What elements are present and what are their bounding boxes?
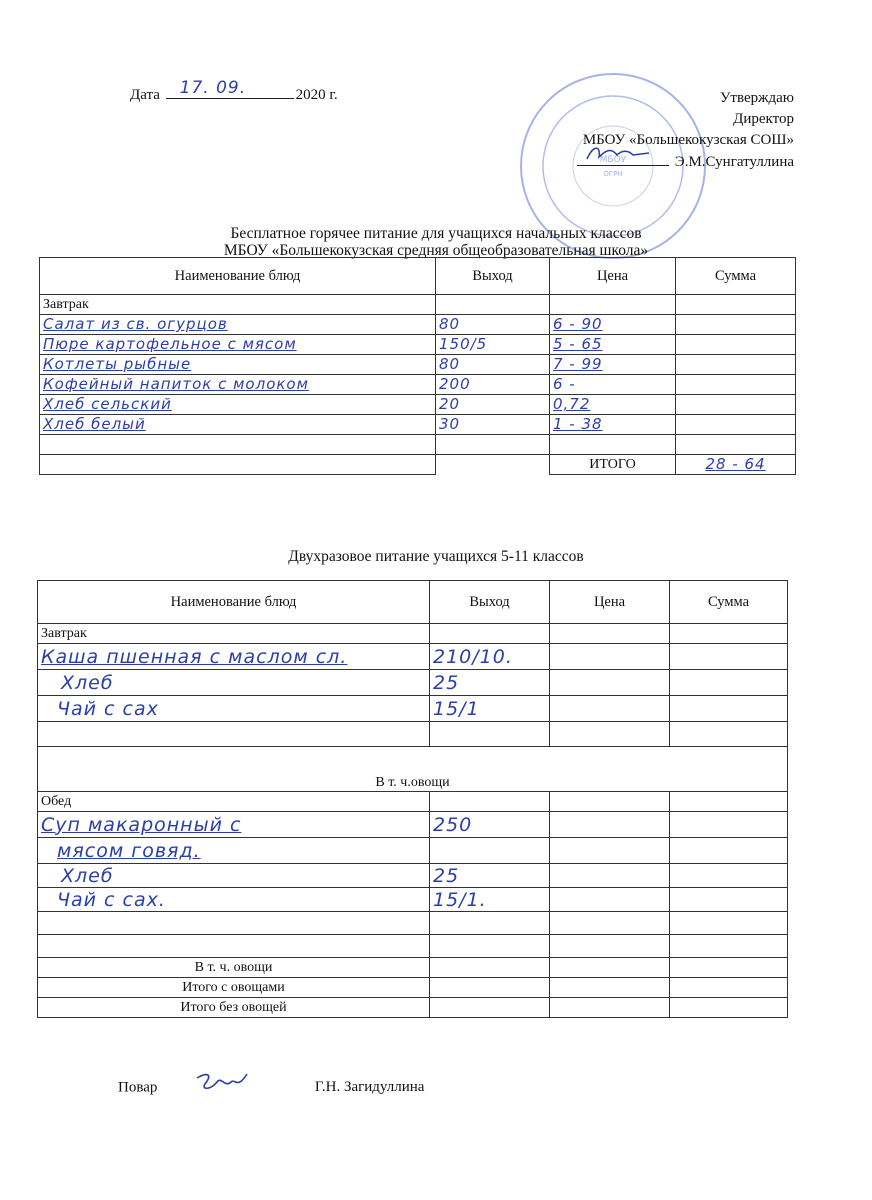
meal-row xyxy=(40,295,796,315)
dish-price: 1 - 38 xyxy=(553,415,603,433)
dish-name: Хлеб сельский xyxy=(43,395,172,413)
dish-output: 15/1. xyxy=(433,888,487,911)
date-value: 17. 09. xyxy=(179,78,247,98)
table-row xyxy=(40,415,796,435)
meal-label: Завтрак xyxy=(40,295,436,315)
table-header-row xyxy=(38,581,788,624)
dish-name: Котлеты рыбные xyxy=(43,355,192,373)
section2-title: Двухразовое питание учащихся 5-11 классов xyxy=(288,548,584,565)
lunch-label: Обед xyxy=(38,792,430,812)
summary-row xyxy=(38,958,788,978)
meal-row xyxy=(38,624,788,644)
dish-price: 0,72 xyxy=(553,395,591,413)
table-row xyxy=(38,722,788,747)
two-meal-table xyxy=(37,580,788,1018)
date-line xyxy=(130,78,338,104)
table-row xyxy=(40,375,796,395)
column-header: Цена xyxy=(550,258,676,295)
director-signature-line xyxy=(577,151,794,173)
column-header: Цена xyxy=(550,581,670,624)
dish-price: 6 - 90 xyxy=(553,315,603,333)
dish-output: 200 xyxy=(439,375,471,393)
table-row xyxy=(38,888,788,912)
table-row xyxy=(40,315,796,335)
dish-name: Хлеб xyxy=(61,671,114,694)
section1-title-1: Бесплатное горячее питание для учащихся начальных классов xyxy=(230,225,642,242)
dish-output: 25 xyxy=(433,671,460,694)
summary-label: В т. ч. овощи xyxy=(38,958,430,978)
cook-name: Г.Н. Загидуллина xyxy=(314,1079,425,1096)
dish-name: Каша пшенная с маслом сл. xyxy=(41,645,348,668)
table-row xyxy=(38,838,788,864)
veg-label: В т. ч.овощи xyxy=(38,747,788,792)
dish-name: Хлеб белый xyxy=(43,415,146,433)
dish-name: Суп макаронный с xyxy=(41,813,242,836)
dish-name: Чай с сах. xyxy=(57,888,166,911)
table-row xyxy=(38,935,788,958)
dish-output: 80 xyxy=(439,315,461,333)
summary-row xyxy=(38,998,788,1018)
summary-label: Итого без овощей xyxy=(38,998,430,1018)
date-label: Дата xyxy=(130,87,160,103)
table-row xyxy=(40,435,796,455)
section1-title-2: МБОУ «Большекокузская средняя общеобразовательная школа» xyxy=(223,242,649,259)
director-name: Э.М.Сунгатуллина xyxy=(674,154,794,170)
dish-output: 25 xyxy=(433,864,460,887)
table-header-row xyxy=(40,258,796,295)
svg-text:МБОУ: МБОУ xyxy=(599,155,627,165)
total-row xyxy=(40,455,796,475)
summary-row xyxy=(38,978,788,998)
column-header: Наименование блюд xyxy=(38,581,430,624)
column-header: Сумма xyxy=(676,258,796,295)
approve-line-3: МБОУ «Большекокузская СОШ» xyxy=(582,132,794,148)
dish-price: 5 - 65 xyxy=(553,335,603,353)
table-row xyxy=(40,335,796,355)
dish-price: 7 - 99 xyxy=(553,355,603,373)
meal-row xyxy=(38,792,788,812)
date-year: 2020 г. xyxy=(295,87,338,103)
dish-name: Салат из св. огурцов xyxy=(43,315,228,333)
table-row xyxy=(38,812,788,838)
dish-name: мясом говяд. xyxy=(57,839,201,862)
dish-name: Чай с сах xyxy=(57,697,159,720)
summary-label: Итого с овощами xyxy=(38,978,430,998)
primary-menu-table xyxy=(39,257,796,475)
breakfast-label: Завтрак xyxy=(38,624,430,644)
table-row xyxy=(38,912,788,935)
footer xyxy=(118,1078,424,1098)
dish-output: 250 xyxy=(433,813,473,836)
dish-price: 6 - xyxy=(553,375,576,393)
dish-name: Кофейный напиток с молоком xyxy=(43,375,309,393)
dish-output: 15/1 xyxy=(433,697,480,720)
table-row xyxy=(40,395,796,415)
column-header: Выход xyxy=(436,258,550,295)
director-signature xyxy=(577,151,669,166)
dish-name: Хлеб xyxy=(61,864,114,887)
veg-row xyxy=(38,747,788,792)
cook-signature xyxy=(161,1078,271,1098)
dish-output: 30 xyxy=(439,415,461,433)
column-header: Наименование блюд xyxy=(40,258,436,295)
cook-label: Повар xyxy=(118,1079,158,1096)
table-row xyxy=(38,644,788,670)
dish-name: Пюре картофельное с мясом xyxy=(43,335,297,353)
column-header: Сумма xyxy=(670,581,788,624)
svg-text:ОГРН: ОГРН xyxy=(603,170,623,178)
dish-output: 150/5 xyxy=(439,335,488,353)
table-row xyxy=(38,864,788,888)
approve-line-1: Утверждаю xyxy=(719,90,794,106)
dish-output: 210/10. xyxy=(433,645,513,668)
approve-line-2: Директор xyxy=(733,111,794,127)
dish-output: 20 xyxy=(439,395,461,413)
date-blank xyxy=(166,78,294,99)
table-row xyxy=(38,670,788,696)
table-row xyxy=(40,355,796,375)
table-row xyxy=(38,696,788,722)
approval-block xyxy=(577,88,794,173)
total-label: ИТОГО xyxy=(550,455,676,475)
dish-output: 80 xyxy=(439,355,461,373)
total-value: 28 - 64 xyxy=(705,455,766,473)
column-header: Выход xyxy=(430,581,550,624)
